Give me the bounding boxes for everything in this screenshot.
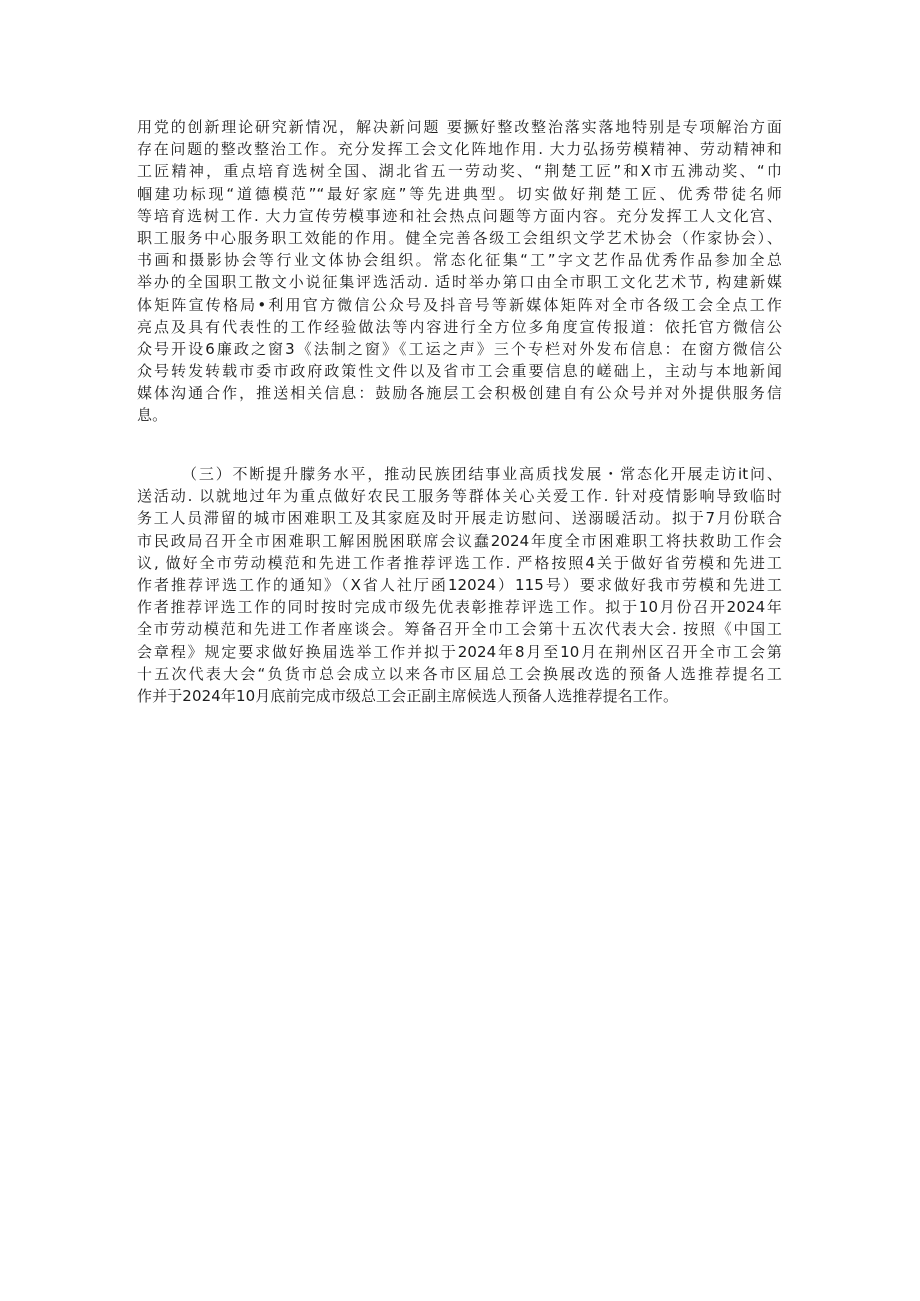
paragraph-line: 等培育选树工作. 大力宣传劳模事迹和社会热点问题等方面内容。充分发挥工人文化宫、 — [137, 206, 782, 225]
paragraph-line: 送活动. 以就地过年为重点做好农民工服务等群体关心关爱工作. 针对疫情影响导致临时 — [137, 487, 782, 506]
paragraph-line: 务工人员滞留的城市困难职工及其家庭及时开展走访慰问、送溺暖活动。拟于7月份联合 — [137, 509, 782, 528]
paragraph-line: 体矩阵宣传格局•利用官方微信公众号及抖音号等新媒体矩阵对全市各级工会全点工作 — [137, 295, 782, 314]
paragraph-line: 会章程》规定要求做好换届选举工作并拟于2024年8月至10月在荆州区召开全市工会第 — [137, 642, 782, 661]
paragraph-line: 议, 做好全市劳动模范和先进工作者推荐评选工作. 严格按照4关于做好省劳模和先进工 — [137, 553, 782, 572]
paragraph-line: 职工服务中心服务职工效能的作用。健全完善各级工会组织文学艺术协会（作家协会）、 — [137, 228, 782, 247]
paragraph-line: 举办的全国职工散文小说征集评选活动. 适时举办第口由全市职工文化艺术节, 构建新媒 — [137, 273, 782, 292]
paragraph-culture-publicity — [137, 116, 782, 427]
paragraph-service-level — [137, 463, 782, 707]
paragraph-line: 亮点及具有代表性的工作经验做法等内容进行全方位多角度宣传报道：依托官方微信公 — [137, 317, 782, 336]
paragraph-line-first: （三）不断提升朦务水平，推动民族团结事业高质找发展・常态化开展走访it问、 — [182, 465, 782, 483]
paragraph-line: 媒体沟通合作，推送相关信息：鼓励各施层工会积极创建自有公众号并对外提供服务信 — [137, 384, 782, 403]
paragraph-line: 作者推荐评选工作的通知》（X省人社厅函12024）115号）要求做好我市劳模和先进工 — [137, 575, 782, 594]
paragraph-line: 存在问题的整改整治工作。充分发挥工会文化阵地作用. 大力弘扬劳模精神、劳动精神和 — [137, 140, 782, 159]
paragraph-line: 用党的创新理论研究新情况，解决新问题 要撅好整改整治落实落地特别是专项解治方面 — [137, 118, 782, 136]
paragraph-line: 作者推荐评选工作的同时按时完成市级先优表彰推荐评选工作。拟于10月份召开2024年 — [137, 598, 782, 617]
paragraph-line: 市民政局召开全市困难职工解困脱困联席会议蠢2024年度全市困难职工将扶救助工作会 — [137, 531, 782, 550]
paragraph-line: 十五次代表大会“负货市总会成立以来各市区届总工会换展改选的预备人选推荐提名工 — [137, 664, 782, 683]
paragraph-line: 众号转发转载市委市政府政策性文件以及省市工会重要信息的嵯础上，主动与本地新闻 — [137, 362, 782, 381]
paragraph-line: 工匠精神，重点培育选树全国、湖北省五一劳动奖、“荆楚工匠”和X市五沸动奖、“巾 — [137, 162, 782, 181]
paragraph-line: 全市劳动模范和先进工作者座谈会。筹备召开全巾工会第十五次代表大会. 按照《中国工 — [137, 620, 782, 639]
paragraph-line-last: 作并于2024年10月底前完成市级总工会正副主席候选人预备人选推荐提名工作。 — [137, 686, 679, 705]
paragraph-line: 众号开设6廉政之窗3《法制之窗》《工运之声》三个专栏对外发布信息：在窗方微信公 — [137, 339, 782, 358]
paragraph-line: 书画和摄影协会等行业文体协会组织。常态化征集“工”字文艺作品优秀作品参加全总 — [137, 251, 782, 270]
paragraph-line-last: 息。 — [137, 406, 168, 425]
paragraph-line: 帼建功标现“道德模范”“最好家庭”等先进典型。切实做好荆楚工匠、优秀带徒名师 — [137, 184, 782, 203]
